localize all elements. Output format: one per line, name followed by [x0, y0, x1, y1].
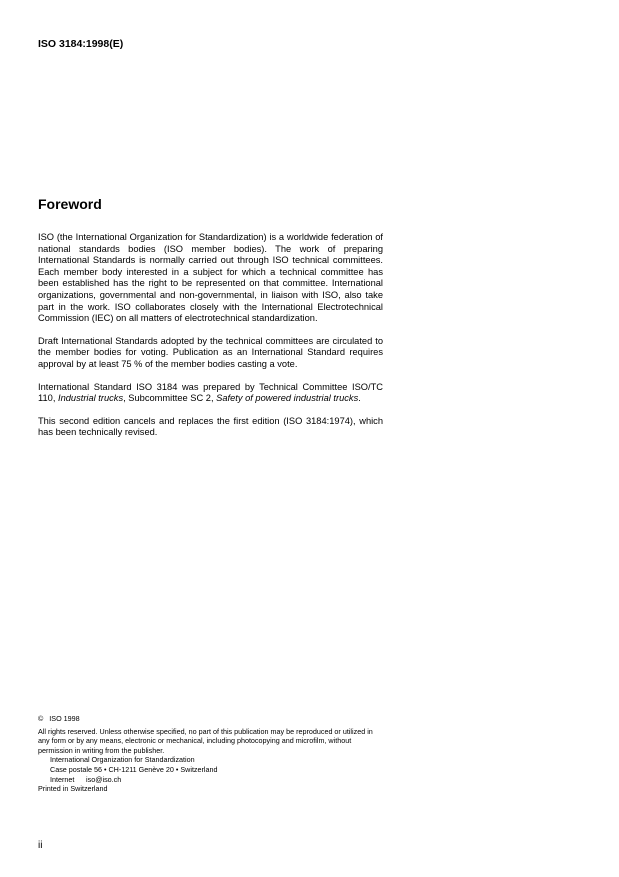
- page-number: ii: [38, 840, 43, 851]
- copyright-footer: [38, 714, 383, 794]
- p3-text-1: International Standard ISO 3184 was prepared by Technical Committee ISO/TC 110,: [38, 381, 383, 404]
- copyright-text: ISO 1998: [49, 714, 80, 723]
- document-id: ISO 3184:1998(E): [38, 38, 124, 50]
- rights-statement: All rights reserved. Unless otherwise specified, no part of this publication may be reproduced or utilized in any form or by any means, electronic or mechanical, including photocopying and microfilm, without permission in writing from the publisher.: [38, 726, 373, 755]
- p3-text-2: , Subcommittee SC 2,: [123, 393, 217, 404]
- copyright-line: [38, 714, 383, 724]
- copyright-symbol: ©: [38, 714, 44, 723]
- committee-title: Industrial trucks: [58, 393, 124, 404]
- foreword-paragraph-4: This second edition cancels and replaces the first edition (ISO 3184:1974), which has been technically revised.: [38, 415, 383, 438]
- org-address: Case postale 56 • CH-1211 Genève 20 • Switzerland: [50, 764, 218, 774]
- foreword-paragraph-2: Draft International Standards adopted by the technical committees are circulated to the member bodies for voting. Publication as an International Standard requires approval by at least 75 % of the member bodies casting a vote.: [38, 335, 383, 369]
- foreword-paragraph-3: [38, 382, 383, 405]
- foreword-paragraph-1: ISO (the International Organization for Standardization) is a worldwide federation of national standards bodies (ISO member bodies). The work of preparing International Standards is normally carried out through ISO technical committees. Each member body interested in a subject for which a technical committee has been established has the right to be represented on that committee. International organizations, governmental and non-governmental, in liaison with ISO, also take part in the work. ISO collaborates closely with the International Electrotechnical Commission (IEC) on all matters of electrotechnical standardization.: [38, 232, 383, 324]
- internet-email: iso@iso.ch: [86, 774, 122, 784]
- foreword-body: [38, 232, 383, 450]
- foreword-heading: Foreword: [38, 196, 102, 212]
- printed-in: Printed in Switzerland: [38, 784, 108, 794]
- p3-text-3: .: [358, 393, 361, 404]
- internet-label: Internet: [50, 774, 75, 784]
- internet-contact: [38, 775, 383, 785]
- subcommittee-title: Safety of powered industrial trucks: [216, 393, 359, 404]
- org-name: International Organization for Standardization: [50, 755, 195, 765]
